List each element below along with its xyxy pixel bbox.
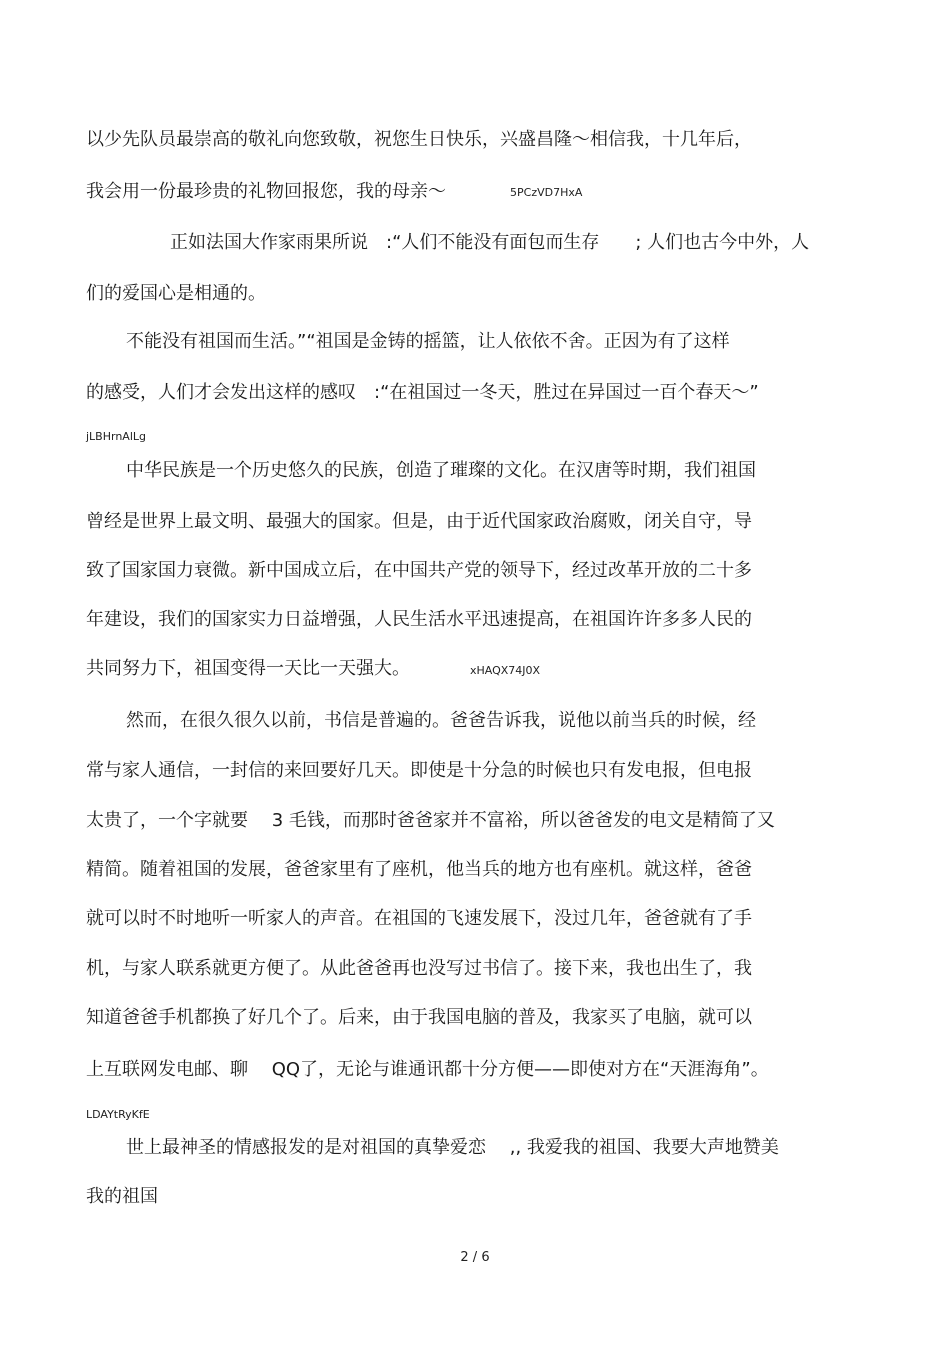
text-line: 曾经是世界上最文明、最强大的国家。但是，由于近代国家政治腐败，闭关自守，导	[86, 511, 752, 532]
text-line: 我会用一份最珍贵的礼物回报您，我的母亲～	[86, 181, 446, 202]
text-line: 然而，在很久很久以前，书信是普遍的。爸爸告诉我，说他以前当兵的时候，经	[126, 710, 756, 731]
text-line: 的感受，人们才会发出这样的感叹 :“在祖国过一冬天，胜过在异国过一百个春天～”	[86, 382, 759, 403]
text-line: 我的祖国	[86, 1186, 158, 1207]
text-line: 精简。随着祖国的发展，爸爸家里有了座机，他当兵的地方也有座机。就这样，爸爸	[86, 859, 752, 880]
text-line: 机，与家人联系就更方便了。从此爸爸再也没写过书信了。接下来，我也出生了，我	[86, 958, 752, 979]
text-line: 世上最神圣的情感报发的是对祖国的真挚爱恋 ,, 我爱我的祖国、我要大声地赞美	[126, 1137, 779, 1158]
doc-code: xHAQX74J0X	[470, 664, 541, 677]
text-line: 年建设，我们的国家实力日益增强，人民生活水平迅速提高，在祖国许许多多人民的	[86, 609, 752, 630]
text-line: 致了国家国力衰微。新中国成立后，在中国共产党的领导下，经过改革开放的二十多	[86, 560, 752, 581]
page-number: 2 / 6	[460, 1250, 490, 1265]
text-line: 知道爸爸手机都换了好几个了。后来，由于我国电脑的普及，我家买了电脑，就可以	[86, 1007, 752, 1028]
text-line: 上互联网发电邮、聊 QQ了，无论与谁通讯都十分方便——即使对方在“天涯海角”。	[86, 1059, 769, 1080]
text-line: 太贵了，一个字就要 3 毛钱，而那时爸爸家并不富裕，所以爸爸发的电文是精简了又	[86, 810, 775, 831]
doc-code: jLBHrnAlLg	[86, 430, 146, 443]
text-line: 常与家人通信，一封信的来回要好几天。即使是十分急的时候也只有发电报，但电报	[86, 760, 752, 781]
doc-code: 5PCzVD7HxA	[510, 186, 583, 199]
text-line: 不能没有祖国而生活。”“祖国是金铸的摇篮，让人依依不舍。正因为有了这样	[126, 331, 730, 352]
text-line: 中华民族是一个历史悠久的民族，创造了璀璨的文化。在汉唐等时期，我们祖国	[126, 460, 756, 481]
doc-code: LDAYtRyKfE	[86, 1108, 150, 1121]
text-line: 正如法国大作家雨果所说 :“人们不能没有面包而生存 ; 人们也古今中外，人	[170, 232, 810, 253]
text-line: 就可以时不时地听一听家人的声音。在祖国的飞速发展下，没过几年，爸爸就有了手	[86, 908, 752, 929]
text-line: 以少先队员最崇高的敬礼向您致敬，祝您生日快乐，兴盛昌隆～相信我，十几年后，	[86, 129, 752, 150]
text-line: 们的爱国心是相通的。	[86, 283, 266, 304]
text-line: 共同努力下，祖国变得一天比一天强大。	[86, 658, 410, 679]
